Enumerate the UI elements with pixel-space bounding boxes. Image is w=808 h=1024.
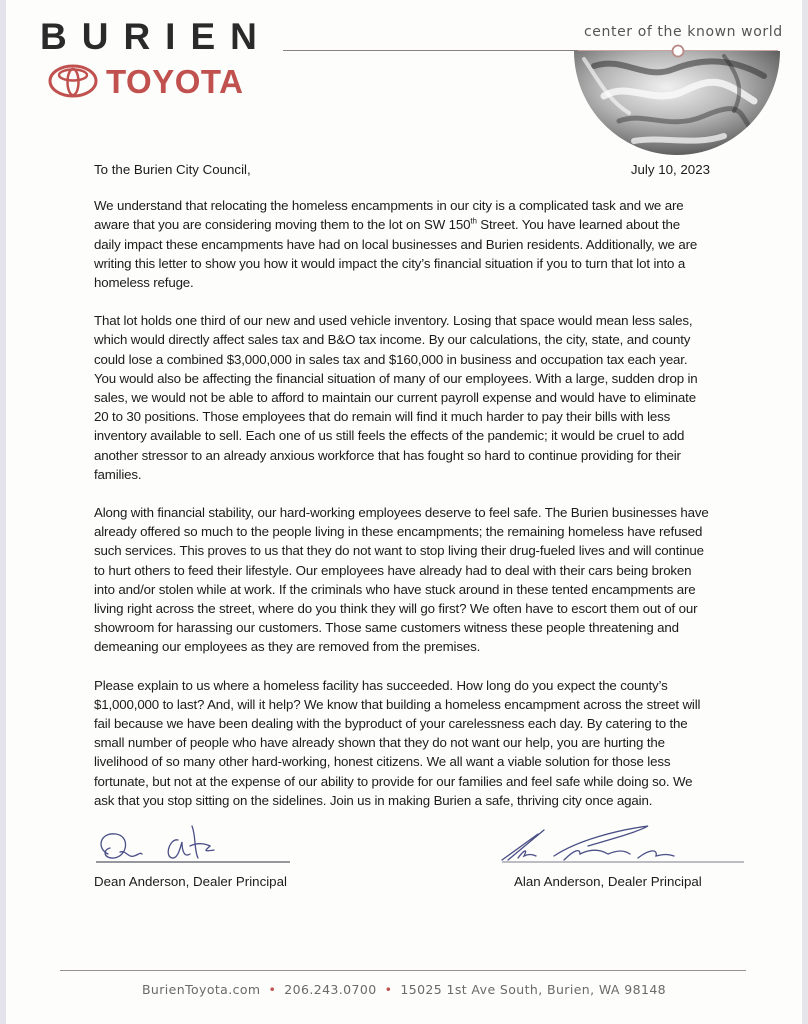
toyota-logo	[48, 64, 243, 98]
paragraph-closing: Please explain to us where a homeless facility has succeeded. How long do you expect the county’s $1,000,000 to last? And, will it help? We know that building a homeless encampment across the street will fail because we have been dealing with the byproduct of your carelessness each day. By catering to the small number of people who have already shown that they do not want our help, you are hurting the livelihood of so many other hard-working, honest citizens. We all want a viable solution for those less fortunate, but not at the expense of our ability to provide for our families and feel safe while doing so. We ask that you stop sitting on the sidelines. Join us in making Burien a safe, thriving city once again.	[94, 677, 701, 808]
paragraph-intro: We understand that relocating the homeless encampments in our city is a complicated task and we are aware that you are considering moving them to the lot on SW 150th Street. You have learned about the daily impact these encampments have had on local businesses and Burien residents. Additionally, we are writing this letter to show you how it would impact the city’s financial situation if you to turn that lot into a homeless refuge.	[94, 198, 698, 291]
tagline: center of the known world	[584, 24, 783, 40]
salutation: To the Burien City Council,	[94, 162, 251, 177]
handwritten-signature-icon	[94, 820, 294, 870]
footer-rule	[60, 970, 746, 971]
letter-body	[94, 160, 710, 829]
page-edge-right	[802, 0, 808, 1024]
footer-phone: 206.243.0700	[284, 982, 377, 997]
brand-name-toyota: TOYOTA	[106, 62, 244, 100]
signer-name-dean: Dean Anderson, Dealer Principal	[94, 874, 287, 889]
toyota-emblem-icon	[48, 64, 98, 98]
paragraph-financial-impact: That lot holds one third of our new and used vehicle inventory. Losing that space would mean less sales, which would directly affect sales tax and B&O tax income. By our calculations, the city, state, and county could lose a combined $3,000,000 in sales tax and $160,000 in business and occupation tax each year. You would also be affecting the financial situation of many of our employees. With a large, sudden drop in sales, we would not be able to afford to maintain our current payroll expense and would have to eliminate 20 to 30 positions. Those employees that do remain will find it much harder to pay their bills with less inventory available to sell. Each one of us still feels the effects of the pandemic; it would be cruel to add another stressor to an already anxious workforce that has fought so hard to continue providing for their families.	[94, 313, 698, 482]
signature-block-alan	[498, 820, 748, 889]
page-edge-left	[0, 0, 6, 1024]
letter-date: July 10, 2023	[630, 162, 710, 177]
earth-globe-icon	[574, 51, 780, 155]
footer-separator: •	[268, 982, 277, 997]
globe-marker-ring-icon	[671, 44, 685, 58]
footer-separator: •	[384, 982, 393, 997]
footer-website: BurienToyota.com	[141, 982, 261, 997]
signature-block-dean	[94, 820, 294, 889]
paragraph-safety: Along with financial stability, our hard-working employees deserve to feel safe. The Burien businesses have already offered so much to the people living in these encampments; the remaining homeless have refused such services. This proves to us that they do not want to stop living their drug-fueled lives and will continue to hurt others to feed their lifestyle. Our employees have already had to deal with their cars being broken into and/or stolen while at work. If the criminals who have stuck around in these tented encampments are living right across the street, where do you think they will go first? We often have to escort them out of our showroom for harassing our customers. Those same customers witness these people threatening and demeaning our employees as they are removed from the premises.	[94, 505, 709, 655]
footer-address: 15025 1st Ave South, Burien, WA 98148	[400, 982, 667, 997]
footer-contact	[0, 982, 808, 997]
brand-name-burien: BURIEN	[40, 16, 272, 57]
handwritten-signature-icon	[498, 820, 748, 870]
signer-name-alan: Alan Anderson, Dealer Principal	[514, 874, 702, 889]
